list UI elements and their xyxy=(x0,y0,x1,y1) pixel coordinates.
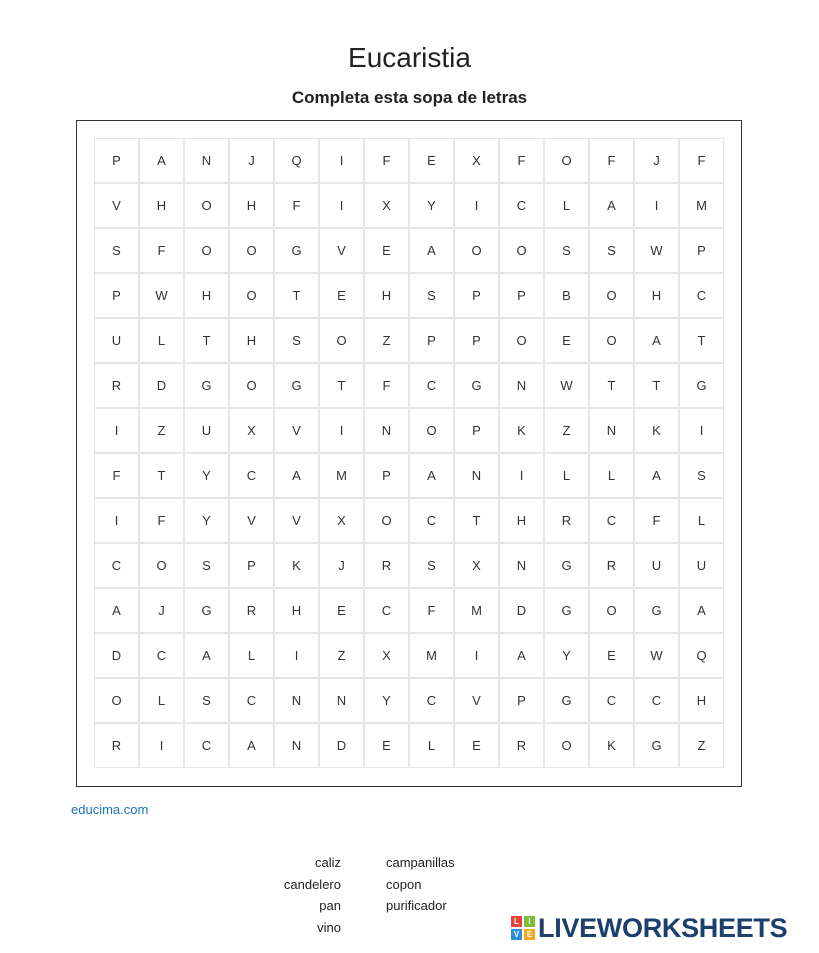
grid-cell: A xyxy=(409,453,454,498)
grid-cell: F xyxy=(364,363,409,408)
grid-cell: O xyxy=(184,183,229,228)
grid-cell: V xyxy=(319,228,364,273)
grid-cell: N xyxy=(184,138,229,183)
grid-cell: X xyxy=(364,633,409,678)
grid-cell: D xyxy=(319,723,364,768)
grid-cell: A xyxy=(679,588,724,633)
grid-cell: J xyxy=(139,588,184,633)
grid-cell: N xyxy=(499,363,544,408)
grid-cell: P xyxy=(364,453,409,498)
grid-cell: P xyxy=(454,318,499,363)
grid-cell: N xyxy=(364,408,409,453)
grid-cell: Q xyxy=(274,138,319,183)
word-list-item: caliz xyxy=(314,855,341,870)
grid-cell: I xyxy=(94,498,139,543)
letter-grid xyxy=(94,138,724,768)
grid-cell: P xyxy=(679,228,724,273)
grid-cell: R xyxy=(229,588,274,633)
grid-cell: A xyxy=(634,318,679,363)
grid-cell: C xyxy=(229,678,274,723)
grid-cell: W xyxy=(544,363,589,408)
grid-cell: I xyxy=(634,183,679,228)
grid-cell: R xyxy=(544,498,589,543)
grid-cell: E xyxy=(589,633,634,678)
grid-cell: Q xyxy=(679,633,724,678)
grid-cell: I xyxy=(139,723,184,768)
grid-cell: P xyxy=(499,273,544,318)
grid-cell: F xyxy=(589,138,634,183)
grid-cell: S xyxy=(184,543,229,588)
grid-cell: V xyxy=(94,183,139,228)
logo-square: I xyxy=(524,916,535,927)
logo-square: L xyxy=(511,916,522,927)
grid-cell: O xyxy=(454,228,499,273)
grid-cell: I xyxy=(94,408,139,453)
grid-cell: Z xyxy=(679,723,724,768)
grid-cell: S xyxy=(589,228,634,273)
grid-cell: I xyxy=(319,183,364,228)
grid-cell: M xyxy=(454,588,499,633)
grid-cell: O xyxy=(544,138,589,183)
grid-cell: Y xyxy=(184,453,229,498)
grid-cell: O xyxy=(409,408,454,453)
grid-cell: I xyxy=(679,408,724,453)
grid-cell: C xyxy=(409,498,454,543)
grid-cell: C xyxy=(94,543,139,588)
grid-cell: F xyxy=(679,138,724,183)
word-list-item: candelero xyxy=(283,876,341,892)
grid-cell: O xyxy=(544,723,589,768)
grid-cell: H xyxy=(634,273,679,318)
grid-cell: I xyxy=(499,453,544,498)
grid-cell: O xyxy=(364,498,409,543)
grid-cell: M xyxy=(679,183,724,228)
grid-cell: X xyxy=(454,543,499,588)
grid-cell: M xyxy=(319,453,364,498)
grid-cell: Y xyxy=(544,633,589,678)
grid-cell: X xyxy=(229,408,274,453)
grid-cell: V xyxy=(229,498,274,543)
page-subtitle: Completa esta sopa de letras xyxy=(291,88,528,107)
grid-cell: A xyxy=(229,723,274,768)
logo-square: V xyxy=(511,929,522,940)
grid-cell: L xyxy=(544,183,589,228)
grid-cell: N xyxy=(499,543,544,588)
grid-cell: O xyxy=(229,273,274,318)
grid-cell: T xyxy=(589,363,634,408)
grid-cell: W xyxy=(139,273,184,318)
word-list-item: purificador xyxy=(386,898,447,913)
grid-cell: Y xyxy=(184,498,229,543)
grid-cell: L xyxy=(229,633,274,678)
grid-cell: E xyxy=(319,273,364,318)
grid-cell: T xyxy=(634,363,679,408)
logo-square: E xyxy=(524,929,535,940)
grid-cell: C xyxy=(139,633,184,678)
grid-cell: A xyxy=(184,633,229,678)
grid-cell: H xyxy=(499,498,544,543)
grid-cell: K xyxy=(499,408,544,453)
grid-cell: R xyxy=(94,363,139,408)
grid-cell: C xyxy=(499,183,544,228)
grid-cell: S xyxy=(184,678,229,723)
grid-cell: N xyxy=(274,678,319,723)
grid-cell: P xyxy=(94,138,139,183)
grid-cell: R xyxy=(499,723,544,768)
grid-cell: A xyxy=(139,138,184,183)
grid-cell: A xyxy=(499,633,544,678)
grid-cell: O xyxy=(589,273,634,318)
page-title: Eucaristia xyxy=(348,42,471,73)
grid-cell: L xyxy=(544,453,589,498)
grid-cell: X xyxy=(454,138,499,183)
word-list-right xyxy=(386,852,506,917)
grid-cell: X xyxy=(319,498,364,543)
grid-cell: Z xyxy=(139,408,184,453)
grid-cell: N xyxy=(319,678,364,723)
liveworksheets-logo-icon xyxy=(511,916,535,940)
grid-cell: I xyxy=(274,633,319,678)
grid-cell: N xyxy=(274,723,319,768)
grid-cell: S xyxy=(409,273,454,318)
grid-cell: E xyxy=(409,138,454,183)
grid-cell: X xyxy=(364,183,409,228)
grid-cell: D xyxy=(499,588,544,633)
grid-cell: O xyxy=(139,543,184,588)
grid-cell: S xyxy=(409,543,454,588)
grid-cell: E xyxy=(364,723,409,768)
grid-cell: U xyxy=(184,408,229,453)
grid-cell: Z xyxy=(364,318,409,363)
grid-cell: M xyxy=(409,633,454,678)
grid-cell: G xyxy=(544,678,589,723)
grid-cell: P xyxy=(229,543,274,588)
grid-cell: A xyxy=(634,453,679,498)
grid-cell: I xyxy=(319,138,364,183)
grid-cell: T xyxy=(679,318,724,363)
grid-cell: N xyxy=(454,453,499,498)
grid-cell: O xyxy=(229,363,274,408)
grid-cell: L xyxy=(139,678,184,723)
grid-cell: C xyxy=(634,678,679,723)
grid-cell: I xyxy=(319,408,364,453)
grid-cell: C xyxy=(229,453,274,498)
grid-cell: H xyxy=(274,588,319,633)
grid-cell: H xyxy=(229,318,274,363)
grid-cell: K xyxy=(634,408,679,453)
liveworksheets-logo-text: LIVEWORKSHEETS xyxy=(538,912,788,943)
grid-cell: R xyxy=(589,543,634,588)
grid-cell: E xyxy=(544,318,589,363)
grid-cell: O xyxy=(229,228,274,273)
grid-cell: O xyxy=(589,588,634,633)
grid-cell: D xyxy=(139,363,184,408)
grid-cell: T xyxy=(184,318,229,363)
grid-cell: C xyxy=(409,678,454,723)
grid-cell: V xyxy=(274,408,319,453)
grid-cell: O xyxy=(319,318,364,363)
grid-cell: H xyxy=(679,678,724,723)
grid-cell: A xyxy=(94,588,139,633)
grid-cell: F xyxy=(139,228,184,273)
grid-cell: R xyxy=(94,723,139,768)
grid-cell: P xyxy=(454,273,499,318)
grid-cell: E xyxy=(364,228,409,273)
grid-cell: K xyxy=(274,543,319,588)
grid-cell: S xyxy=(544,228,589,273)
grid-cell: G xyxy=(454,363,499,408)
grid-cell: Z xyxy=(544,408,589,453)
grid-cell: I xyxy=(454,633,499,678)
grid-cell: P xyxy=(454,408,499,453)
grid-cell: T xyxy=(454,498,499,543)
grid-cell: O xyxy=(499,318,544,363)
word-list-item: vino xyxy=(317,919,341,935)
grid-cell: T xyxy=(274,273,319,318)
grid-cell: W xyxy=(634,633,679,678)
word-list-item: campanillas xyxy=(386,855,455,870)
grid-cell: R xyxy=(364,543,409,588)
grid-cell: P xyxy=(94,273,139,318)
grid-cell: W xyxy=(634,228,679,273)
grid-cell: G xyxy=(634,588,679,633)
grid-cell: L xyxy=(679,498,724,543)
grid-cell: E xyxy=(319,588,364,633)
grid-cell: K xyxy=(589,723,634,768)
grid-cell: F xyxy=(139,498,184,543)
grid-cell: F xyxy=(499,138,544,183)
grid-cell: G xyxy=(544,588,589,633)
grid-cell: O xyxy=(94,678,139,723)
grid-cell: A xyxy=(409,228,454,273)
grid-cell: D xyxy=(94,633,139,678)
word-list-left xyxy=(241,852,341,938)
grid-cell: A xyxy=(274,453,319,498)
grid-cell: A xyxy=(589,183,634,228)
grid-cell: V xyxy=(454,678,499,723)
grid-cell: Y xyxy=(409,183,454,228)
grid-cell: C xyxy=(184,723,229,768)
grid-cell: H xyxy=(229,183,274,228)
grid-cell: F xyxy=(274,183,319,228)
grid-cell: E xyxy=(454,723,499,768)
grid-cell: S xyxy=(274,318,319,363)
grid-cell: L xyxy=(409,723,454,768)
grid-cell: S xyxy=(679,453,724,498)
grid-cell: G xyxy=(679,363,724,408)
grid-cell: U xyxy=(94,318,139,363)
grid-cell: Y xyxy=(364,678,409,723)
grid-cell: U xyxy=(634,543,679,588)
grid-cell: C xyxy=(679,273,724,318)
grid-cell: V xyxy=(274,498,319,543)
grid-cell: H xyxy=(364,273,409,318)
grid-cell: B xyxy=(544,273,589,318)
grid-cell: O xyxy=(499,228,544,273)
grid-cell: G xyxy=(274,228,319,273)
grid-cell: L xyxy=(139,318,184,363)
grid-cell: G xyxy=(634,723,679,768)
grid-cell: I xyxy=(454,183,499,228)
grid-cell: T xyxy=(319,363,364,408)
grid-cell: C xyxy=(589,678,634,723)
grid-cell: P xyxy=(409,318,454,363)
grid-cell: F xyxy=(94,453,139,498)
grid-cell: C xyxy=(589,498,634,543)
grid-cell: O xyxy=(184,228,229,273)
grid-cell: J xyxy=(319,543,364,588)
grid-cell: H xyxy=(139,183,184,228)
grid-cell: F xyxy=(634,498,679,543)
grid-cell: G xyxy=(184,363,229,408)
word-list-item: copon xyxy=(386,876,422,892)
grid-cell: N xyxy=(589,408,634,453)
liveworksheets-logo[interactable] xyxy=(511,913,787,943)
grid-cell: J xyxy=(634,138,679,183)
grid-cell: U xyxy=(679,543,724,588)
word-list-item: pan xyxy=(319,898,341,913)
grid-cell: Z xyxy=(319,633,364,678)
grid-cell: F xyxy=(364,138,409,183)
grid-cell: C xyxy=(364,588,409,633)
grid-cell: O xyxy=(589,318,634,363)
grid-cell: C xyxy=(409,363,454,408)
educima-link[interactable]: educima.com xyxy=(71,802,149,817)
grid-cell: H xyxy=(184,273,229,318)
grid-cell: J xyxy=(229,138,274,183)
grid-cell: P xyxy=(499,678,544,723)
grid-cell: S xyxy=(94,228,139,273)
grid-cell: L xyxy=(589,453,634,498)
grid-cell: G xyxy=(544,543,589,588)
grid-cell: G xyxy=(274,363,319,408)
grid-cell: F xyxy=(409,588,454,633)
grid-cell: T xyxy=(139,453,184,498)
grid-cell: G xyxy=(184,588,229,633)
